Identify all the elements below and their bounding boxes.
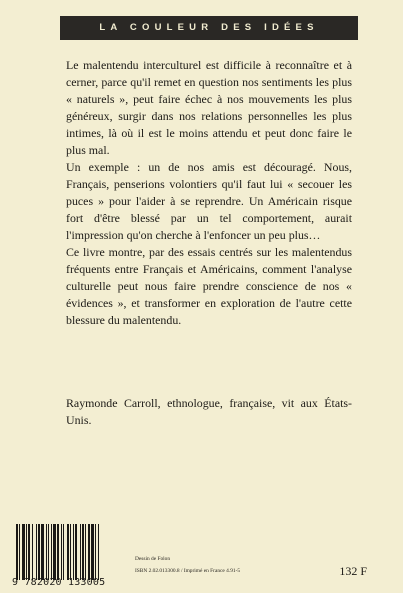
isbn-line: ISBN 2.02.013300.8 / Imprimé en France 4.91-5 (135, 568, 241, 574)
blurb-paragraph-1: Le malentendu interculturel est difficile à reconnaître et à cerner, parce qu'il remet en question nos sentiments les plus « naturels », peut faire échec à nos mouvements les plus généreux, surgir dans nos relations personnelles les plus intimes, là où il est le moins attendu et peut donc faire le plus mal. (66, 58, 352, 157)
barcode-digits: 9 782020 133005 (12, 577, 106, 588)
series-title-banner: LA COULEUR DES IDÉES (60, 16, 358, 40)
author-note: Raymonde Carroll, ethnologue, française, vit aux États-Unis. (66, 396, 352, 427)
cover-credit: Dessin de Folon (135, 556, 171, 562)
barcode-icon (16, 524, 114, 580)
blurb-paragraph-2: Un exemple : un de nos amis est découragé. Nous, Français, penserions volontiers qu'il faut lui « secouer les puces » pour l'aider à se reprendre. Un Américain risque fort d'être blessé par un tel comportement, aurait l'impression qu'on cherche à l'enfoncer un peu plus… (66, 160, 352, 242)
blurb-text (66, 57, 352, 329)
blurb-paragraph-3: Ce livre montre, par des essais centrés sur les malentendus fréquents entre Français et Américains, comment l'analyse culturelle peut nous faire prendre conscience de nos « évidences », et transformer en exploration de l'autre cette blessure du malentendu. (66, 245, 352, 327)
price: 132 F (339, 564, 367, 578)
